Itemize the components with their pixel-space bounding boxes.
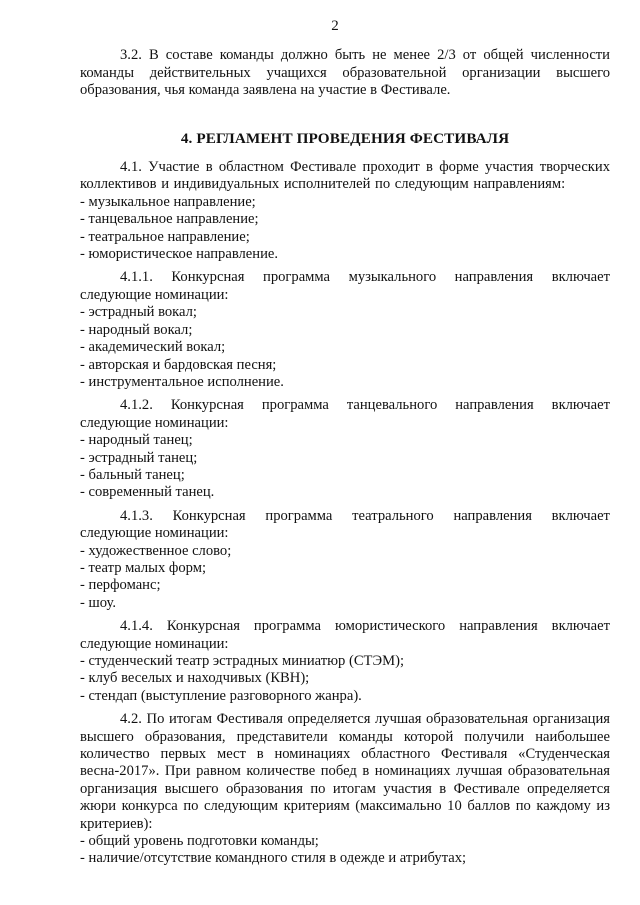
humor-nominations-list	[80, 653, 610, 705]
section-title: 4. РЕГЛАМЕНТ ПРОВЕДЕНИЯ ФЕСТИВАЛЯ	[180, 129, 510, 147]
clause-number: 4.1.2.	[120, 397, 153, 414]
word: программа	[265, 507, 333, 524]
word: Конкурсная	[166, 618, 240, 635]
paragraph-4-1-4-tail: следующие номинации:	[80, 635, 229, 652]
word: программа	[253, 618, 321, 635]
list-item: - авторская и бардовская песня;	[80, 357, 610, 374]
list-item: - юмористическое направление.	[80, 246, 610, 263]
word: юмористического	[334, 618, 446, 635]
list-item: - художественное слово;	[80, 543, 610, 560]
list-item: - театр малых форм;	[80, 560, 610, 577]
list-item: - наличие/отсутствие командного стиля в одежде и атрибутах;	[80, 850, 610, 867]
paragraph-4-1-2	[80, 397, 610, 432]
word: направления	[455, 397, 534, 414]
list-item: - перфоманс;	[80, 577, 610, 594]
word: включает	[551, 618, 610, 635]
music-nominations-list	[80, 304, 610, 391]
word: включает	[551, 397, 610, 414]
word: программа	[263, 269, 331, 286]
paragraph-4-1-1	[80, 269, 610, 304]
list-item: - танцевальное направление;	[80, 211, 610, 228]
clause-number: 4.1.3.	[120, 507, 153, 524]
word: направления	[453, 507, 532, 524]
list-item: - эстрадный танец;	[80, 450, 610, 467]
list-item: - эстрадный вокал;	[80, 304, 610, 321]
paragraph-4-1: 4.1. Участие в областном Фестивале проходит в форме участия творческих коллективов и индивидуальных исполнителей по следующим направлениям:	[80, 159, 610, 193]
word: Конкурсная	[170, 397, 244, 414]
list-item: - народный вокал;	[80, 322, 610, 339]
clause-number: 4.1.4.	[120, 618, 153, 635]
list-item: - современный танец.	[80, 484, 610, 501]
paragraph-4-1-3-first-line	[80, 508, 610, 525]
list-item: - академический вокал;	[80, 339, 610, 356]
list-item: - театральное направление;	[80, 229, 610, 246]
list-item: - бальный танец;	[80, 467, 610, 484]
paragraph-4-1-3	[80, 508, 610, 543]
word: Конкурсная	[172, 507, 246, 524]
word: включает	[551, 269, 610, 286]
word: музыкального	[348, 269, 437, 286]
word: направления	[459, 618, 538, 635]
word: театрального	[352, 507, 434, 524]
paragraph-4-1-4-first-line	[80, 618, 610, 635]
word: программа	[261, 397, 329, 414]
list-item: - инструментальное исполнение.	[80, 374, 610, 391]
list-item: - клуб веселых и находчивых (КВН);	[80, 670, 610, 687]
paragraph-4-1-2-first-line	[80, 397, 610, 414]
word: направления	[454, 269, 534, 286]
list-item: - шоу.	[80, 595, 610, 612]
word: включает	[551, 507, 610, 524]
list-item: - народный танец;	[80, 432, 610, 449]
paragraph-4-1-4	[80, 618, 610, 653]
paragraph-4-1-3-tail: следующие номинации:	[80, 525, 229, 542]
paragraph-3-2: 3.2. В составе команды должно быть не менее 2/3 от общей численности команды действительных учащихся образовательной организации высшего образования, чья команда заявлена на участие в Фестивале.	[80, 47, 610, 99]
criteria-list	[80, 833, 610, 868]
list-item: - студенческий театр эстрадных миниатюр (СТЭМ);	[80, 653, 610, 670]
word: танцевального	[346, 397, 438, 414]
dance-nominations-list	[80, 432, 610, 502]
word: Конкурсная	[171, 269, 245, 286]
paragraph-4-2: 4.2. По итогам Фестиваля определяется лучшая образовательная организация высшего образования, представители команды которой получили наибольшее количество первых мест в номинациях областного Фестиваля «Студенческая весна-2017». При равном количестве побед в номинациях лучшая образовательная организация высшего образования по итогам участия в Фестивале определяется жюри конкурса по следующим критериям (максимально 10 баллов по каждому из критериев):	[80, 711, 610, 832]
paragraph-4-1-2-tail: следующие номинации:	[80, 414, 229, 431]
page-number: 2	[331, 18, 339, 34]
paragraph-4-1-1-first-line	[80, 269, 610, 286]
list-item: - общий уровень подготовки команды;	[80, 833, 610, 850]
directions-list	[80, 194, 610, 264]
paragraph-4-1-1-tail: следующие номинации:	[80, 286, 229, 303]
list-item: - музыкальное направление;	[80, 194, 610, 211]
clause-number: 4.1.1.	[120, 269, 153, 286]
theatre-nominations-list	[80, 543, 610, 613]
list-item: - стендап (выступление разговорного жанра).	[80, 688, 610, 705]
